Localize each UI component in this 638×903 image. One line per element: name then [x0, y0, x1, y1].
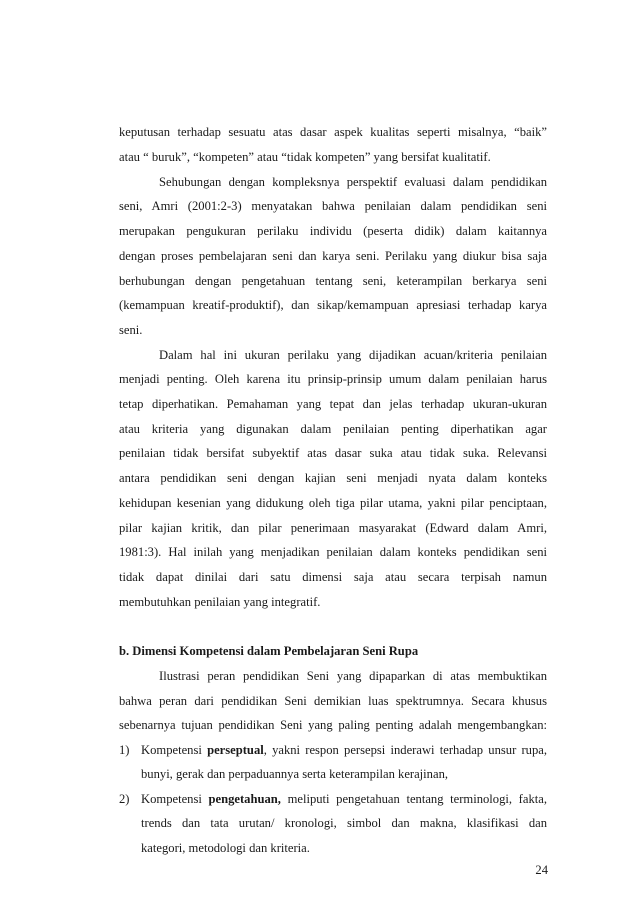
list-item	[141, 742, 547, 758]
paragraph-line: berhubungan dengan pengetahuan tentang seni, keterampilan berkarya seni	[119, 274, 547, 288]
list-item-number: 2)	[119, 792, 130, 806]
paragraph-line: seni, Amri (2001:2-3) menyatakan bahwa penilaian dalam pendidikan seni	[119, 199, 547, 213]
paragraph-line: Ilustrasi peran pendidikan Seni yang dipaparkan di atas membuktikan	[159, 669, 547, 683]
list-item-term: pengetahuan,	[208, 792, 281, 806]
paragraph-line: tetap diperhatikan. Pemahaman yang tepat dan jelas terhadap ukuran-ukuran	[119, 397, 547, 411]
paragraph-line: pilar kajian kritik, dan pilar penerimaan masyarakat (Edward dalam Amri,	[119, 521, 547, 535]
paragraph-line: atau “ buruk”, “kompeten” atau “tidak kompeten” yang bersifat kualitatif.	[119, 150, 491, 164]
paragraph-line: kehidupan kesenian yang didukung oleh tiga pilar utama, yakni pilar penciptaan,	[119, 496, 547, 510]
paragraph-line: merupakan pengukuran perilaku individu (peserta didik) dalam kaitannya	[119, 224, 547, 238]
page-number: 24	[535, 863, 548, 877]
list-item-line: trends dan tata urutan/ kronologi, simbol dan makna, klasifikasi dan	[141, 816, 547, 830]
paragraph-line: seni.	[119, 323, 143, 337]
paragraph-line: Dalam hal ini ukuran perilaku yang dijadikan acuan/kriteria penilaian	[159, 348, 547, 362]
list-item	[141, 791, 547, 807]
list-item-line: kategori, metodologi dan kriteria.	[141, 841, 310, 855]
list-item-text: meliputi pengetahuan tentang terminologi, fakta,	[280, 792, 547, 806]
paragraph-line: menjadi penting. Oleh karena itu prinsip-prinsip umum dalam penilaian harus	[119, 372, 547, 386]
paragraph-line: 1981:3). Hal inilah yang menjadikan penilaian dalam konteks pendidikan seni	[119, 545, 547, 559]
paragraph-line: membutuhkan penilaian yang integratif.	[119, 595, 321, 609]
paragraph-line: Sehubungan dengan kompleksnya perspektif evaluasi dalam pendidikan	[159, 175, 547, 189]
paragraph-line: bahwa peran dari pendidikan Seni demikian luas spektrumnya. Secara khusus	[119, 694, 547, 708]
list-item-text: Kompetensi	[141, 792, 209, 806]
list-item-text: Kompetensi	[141, 743, 208, 757]
paragraph-line: antara pendidikan seni dengan kajian seni menjadi nyata dalam konteks	[119, 471, 547, 485]
section-heading: b. Dimensi Kompetensi dalam Pembelajaran Seni Rupa	[119, 644, 419, 658]
paragraph-line: sebenarnya tujuan pendidikan Seni yang paling penting adalah mengembangkan:	[119, 718, 547, 732]
list-item-text: , yakni respon persepsi inderawi terhadap unsur rupa,	[263, 743, 547, 757]
paragraph-line: penilaian tidak bersifat subyektif atas dasar suka atau tidak suka. Relevansi	[119, 446, 547, 460]
paragraph-line: tidak dapat dinilai dari satu dimensi saja atau secara terpisah namun	[119, 570, 547, 584]
list-item-line: bunyi, gerak dan perpaduannya serta keterampilan kerajinan,	[141, 767, 449, 781]
list-item-number: 1)	[119, 743, 130, 757]
paragraph-line: (kemampuan kreatif-produktif), dan sikap/kemampuan apresiasi terhadap karya	[119, 298, 547, 312]
paragraph-line: atau kriteria yang digunakan dalam penilaian penting diperhatikan agar	[119, 422, 547, 436]
paragraph-line: keputusan terhadap sesuatu atas dasar aspek kualitas seperti misalnya, “baik”	[119, 125, 547, 139]
list-item-term: perseptual	[207, 743, 264, 757]
paragraph-line: dengan proses pembelajaran seni dan karya seni. Perilaku yang diukur bisa saja	[119, 249, 547, 263]
